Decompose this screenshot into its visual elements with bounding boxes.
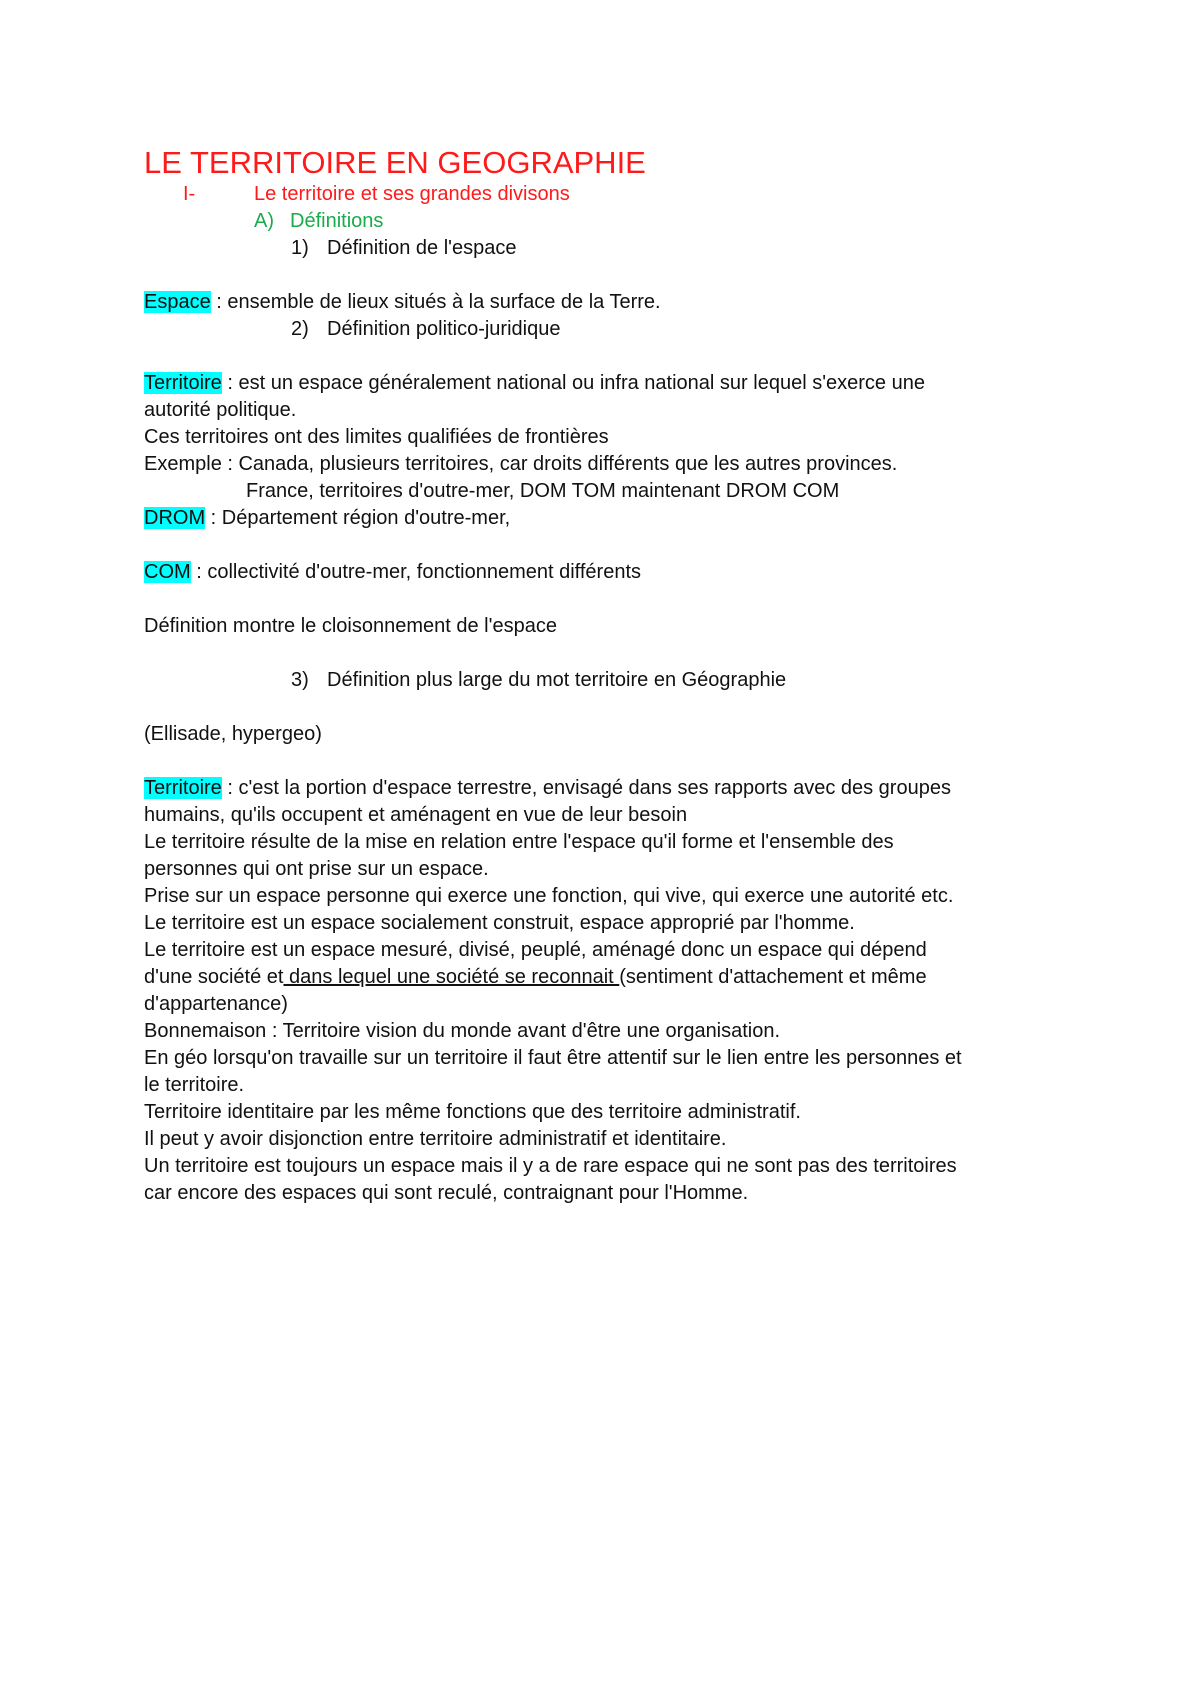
paragraph-line: Le territoire est un espace mesuré, divisé, peuplé, aménagé donc un espace qui dépend [144,939,927,961]
paragraph-line: Bonnemaison : Territoire vision du monde avant d'être une organisation. [144,1020,781,1042]
paragraph-line: Un territoire est toujours un espace mais il y a de rare espace qui ne sont pas des territoires [144,1155,957,1177]
definition-text: : collectivité d'outre-mer, fonctionnement différents [190,561,642,583]
underlined-text: dans lequel une société se reconnait [283,966,620,988]
definition-text: : Département région d'outre-mer, [205,507,511,529]
definition-territoire-1 [144,370,925,397]
subsection-heading-a [254,208,383,235]
highlighted-term: Territoire [144,777,222,799]
text-run: (sentiment d'attachement et même [619,966,927,988]
section-heading-1 [183,181,570,208]
definition-drom [144,505,510,532]
item-marker: 3) [291,669,309,691]
paragraph-line: car encore des espaces qui sont reculé, contraignant pour l'Homme. [144,1182,749,1204]
text-run: d'une société et [144,966,284,988]
item-marker: 2) [291,318,309,340]
definition-espace [144,289,661,316]
paragraph-line: Il peut y avoir disjonction entre territoire administratif et identitaire. [144,1128,727,1150]
item-heading-3 [291,667,786,694]
subsection-title: Définitions [290,210,384,232]
paragraph-line: Territoire identitaire par les même fonctions que des territoire administratif. [144,1101,801,1123]
definition-com [144,559,641,586]
item-title: Définition politico-juridique [327,318,561,340]
item-title: Définition plus large du mot territoire en Géographie [327,669,787,691]
section-title: Le territoire et ses grandes divisons [254,183,570,205]
subsection-marker: A) [254,210,274,232]
item-heading-1 [291,235,517,262]
section-marker: I- [183,183,196,205]
paragraph-line: Le territoire est un espace socialement construit, espace approprié par l'homme. [144,912,855,934]
paragraph-line: personnes qui ont prise sur un espace. [144,858,489,880]
paragraph-line: Exemple : Canada, plusieurs territoires, car droits différents que les autres provinces. [144,453,898,475]
paragraph-line: France, territoires d'outre-mer, DOM TOM maintenant DROM COM [246,480,840,502]
highlighted-term: Territoire [144,372,222,394]
highlighted-term: COM [144,561,191,583]
item-title: Définition de l'espace [327,237,517,259]
paragraph-line: Ces territoires ont des limites qualifiées de frontières [144,426,609,448]
definition-text: : est un espace généralement national ou infra national sur lequel s'exerce une [221,372,925,394]
definition-text: : ensemble de lieux situés à la surface de la Terre. [210,291,661,313]
definition-continuation: autorité politique. [144,399,297,421]
paragraph-line: Le territoire résulte de la mise en relation entre l'espace qu'il forme et l'ensemble des [144,831,894,853]
paragraph-line: d'appartenance) [144,993,288,1015]
paragraph-line: le territoire. [144,1074,245,1096]
sources-line: (Ellisade, hypergeo) [144,723,322,745]
item-heading-2 [291,316,560,343]
item-marker: 1) [291,237,309,259]
definition-territoire-2 [144,775,951,802]
highlighted-term: Espace [144,291,211,313]
paragraph-line: Prise sur un espace personne qui exerce une fonction, qui vive, qui exerce une autorité etc. [144,885,954,907]
highlighted-term: DROM [144,507,206,529]
paragraph-line: En géo lorsqu'on travaille sur un territoire il faut être attentif sur le lien entre les personnes et [144,1047,962,1069]
page-title: LE TERRITOIRE EN GEOGRAPHIE [144,145,646,180]
paragraph-line [144,964,927,991]
definition-continuation: humains, qu'ils occupent et aménagent en vue de leur besoin [144,804,688,826]
definition-text: : c'est la portion d'espace terrestre, envisagé dans ses rapports avec des groupes [221,777,951,799]
paragraph-line: Définition montre le cloisonnement de l'espace [144,615,557,637]
